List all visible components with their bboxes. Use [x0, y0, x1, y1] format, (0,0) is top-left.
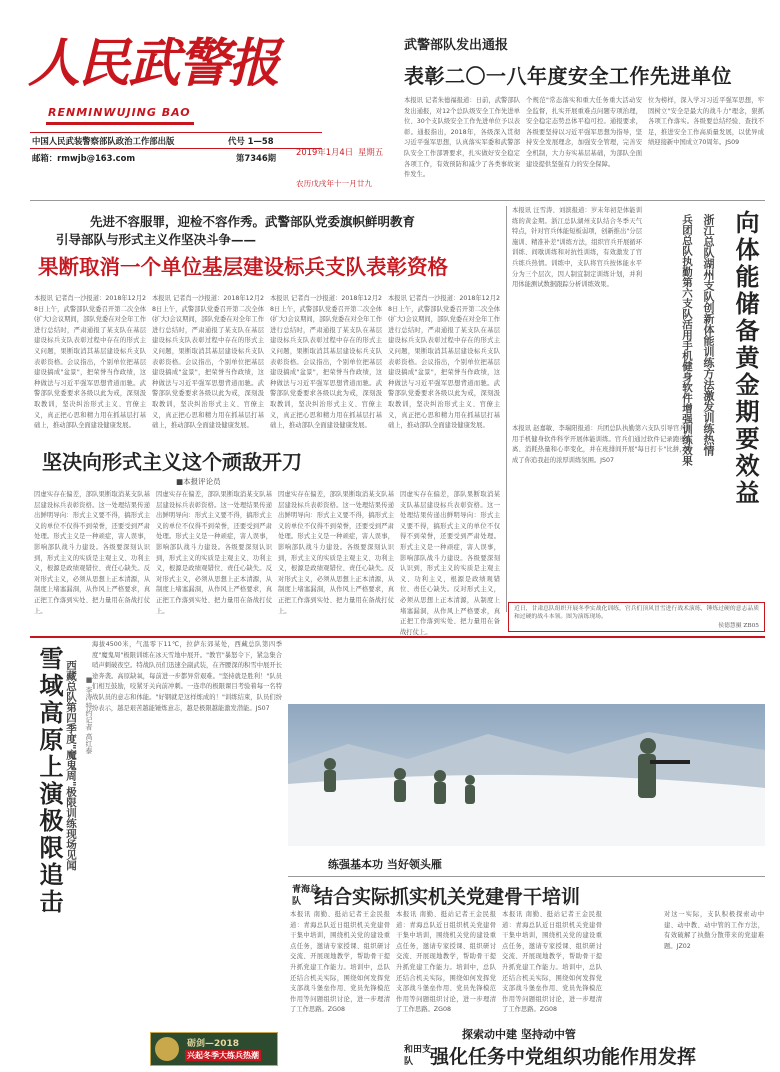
- lead-body-3: 本报讯 记者肖一沙报道：2018年12月28日上午，武警部队党委召开第二次全体(扩大)会议期间，部队党委在对全年工作进行总结时，严肃通报了某支队在基层建设标兵支队表彰过程中存在的形式主义问题，果断取消其基层建设标兵支队表彰资格。会议指出，个别单位把基层建设搞成"盆景"，把荣誉当作政绩，这种做法与习近平强军思想背道而驰。武警部队党委要求各级以此为戒，深刻汲取教训，坚决纠治形式主义、官僚主义，真正把心思和精力用在抓基层打基础上，推动部队全面建设健康发展。: [270, 295, 382, 430]
- qinghai-col-4: 对这一实际，支队积极探索动中建、动中教、动中管的工作方法，有效破解了执勤分散带来的党建难题。JZ02: [664, 911, 764, 950]
- commentary-col-1: 因虚实存在偏差，部队果断取消某支队基层建设标兵表彰资格。这一处理结果传递出鲜明导向：形式主义要不得，搞形式主义的单位不仅得不到荣誉，还要受到严肃处理。形式主义是一种顽症，害人误事，影响部队战斗力建设。各级要深刻认识到，形式主义的实质是主观主义、功利主义，根源是政绩观错位、责任心缺失。反对形式主义，必须从思想上正本清源，从制度上堵塞漏洞，从作风上严格要求，真正把工作落到实处、把力量用在备战打仗上。: [34, 491, 150, 615]
- masthead-info: [30, 132, 322, 192]
- lead-headline: 果断取消一个单位基层建设标兵支队表彰资格: [38, 255, 448, 279]
- qinghai-col-1: 本报讯 南勤、挺站记者王金民报道：青海总队近日组织机关党建骨干集中培训，围绕机关党的建设重点任务，邀请专家授课、组织研讨交流、开展现地教学，帮助骨干提升抓党建工作能力。培训中，总队还结合机关实际，围绕如何发挥党支部战斗堡垒作用、党员先锋模范作用等问题组织讨论，进一步理清了工作思路。ZG08: [290, 911, 390, 1014]
- right-subhead-2: 兵团总队执勤第六支队活用手机健身软件增强训练效果: [681, 214, 693, 466]
- qinghai-col-2: 本报讯 南勤、挺站记者王金民报道：青海总队近日组织机关党建骨干集中培训，围绕机关党的建设重点任务，邀请专家授课、组织研讨交流、开展现地教学，帮助骨干提升抓党建工作能力。培训中，总队还结合机关实际，围绕如何发挥党支部战斗堡垒作用、党员先锋模范作用等问题组织讨论，进一步理清了工作思路。ZG08: [396, 911, 496, 1014]
- badge-subtitle: 兴起冬季大练兵热潮: [187, 1051, 259, 1060]
- caption-credit: 侯德慧摄 ZB05: [718, 623, 759, 629]
- masthead-title: 人民武警报: [28, 33, 279, 94]
- top-col-2: 个规范"常态落实和重大任务重大活动安全监督，扎实开展重难点问题专项治理，安全稳定态势总体平稳可控。通报要求，各级要坚持以习近平强军思想为指导，坚持安全发展理念，加强安全管理，完善安全机制，大力夯实基层基础，为部队全面建设提供坚强有力的安全保障。: [526, 97, 642, 168]
- right-subhead: 浙江总队湖州支队创新体能训练方法激发训练热情: [702, 214, 715, 456]
- qinghai-headline: 结合实际抓实机关党建骨干培训: [314, 886, 581, 908]
- right-body: 本报讯 汪雪涛、刘滨报道：岁末年初是体能训练的黄金期。浙江总队湖州支队结合冬季天气特点，针对官兵体能短板弱项，创新推出"分层施训、精准补差"训练方法，组织官兵开展循环训练、间歇训练和对抗性训练，有效激发了官兵练兵热情。训练中，支队将官兵按体能水平分为三个层次，因人制宜制定训练计划，并利用体能测试数据跟踪分析训练效果。: [512, 207, 642, 289]
- badge-title: 砺剑—2018: [187, 1039, 240, 1049]
- hetian-kicker: 探索动中建 坚持动中管: [462, 1028, 576, 1041]
- plateau-headline: 雪域高原上演极限追击: [35, 646, 63, 916]
- code: 代号 1—58: [228, 136, 274, 146]
- right-body-2: 本报讯 赵嘉敏、李瑞阳报道：兵团总队执勤第六支队引导官兵利用手机健身软件科学开展体能训练。官兵们通过软件记录跑步距离、消耗热量和心率变化，并在班排间开展"每日打卡"比拼，形成了你追我赶的浓厚训练氛围。JS07: [512, 425, 692, 464]
- lead-body-2: 本报讯 记者肖一沙报道：2018年12月28日上午，武警部队党委召开第二次全体(扩大)会议期间，部队党委在对全年工作进行总结时，严肃通报了某支队在基层建设标兵支队表彰过程中存在的形式主义问题，果断取消其基层建设标兵支队表彰资格。会议指出，个别单位把基层建设搞成"盆景"，把荣誉当作政绩，这种做法与习近平强军思想背道而驰。武警部队党委要求各级以此为戒，深刻汲取教训，坚决纠治形式主义、官僚主义，真正把心思和精力用在抓基层打基础上，推动部队全面建设健康发展。: [152, 295, 264, 430]
- qinghai-col-3: 本报讯 南勤、挺站记者王金民报道：青海总队近日组织机关党建骨干集中培训，围绕机关党的建设重点任务，邀请专家授课、组织研讨交流、开展现地教学，帮助骨干提升抓党建工作能力。培训中，总队还结合机关实际，围绕如何发挥党支部战斗堡垒作用、党员先锋模范作用等问题组织讨论，进一步理清了工作思路。ZG08: [502, 911, 602, 1014]
- hetian-unit: 和田支队: [404, 1045, 432, 1067]
- right-headline: 向体能储备黄金期要效益: [731, 210, 759, 507]
- caption-text: 近日，甘肃总队组织开展冬季实战化训练，官兵们顶风冒雪进行战术演练，锤炼过硬的意志品质和过硬的战斗本领。图为演练现场。: [514, 606, 759, 620]
- hetian-headline: 强化任务中党组织功能作用发挥: [430, 1046, 697, 1068]
- date-box: [296, 146, 388, 194]
- commentary-headline: 坚决向形式主义这个顽敌开刀: [42, 450, 302, 474]
- weekday: 星期五: [358, 147, 384, 157]
- exercise-badge: [150, 1032, 278, 1066]
- publisher: 中国人民武装警察部队政治工作部出版: [32, 136, 175, 146]
- commentary-col-4: 因虚实存在偏差，部队果断取消某支队基层建设标兵表彰资格。这一处理结果传递出鲜明导向：形式主义要不得，搞形式主义的单位不仅得不到荣誉，还要受到严肃处理。形式主义是一种顽症，害人误事，影响部队战斗力建设。各级要深刻认识到，形式主义的实质是主观主义、功利主义，根源是政绩观错位、责任心缺失。反对形式主义，必须从思想上正本清源，从制度上堵塞漏洞，从作风上严格要求，真正把工作落到实处、把力量用在备战打仗上。: [400, 491, 500, 636]
- lead-deck-2: 引导部队与形式主义作坚决斗争——: [56, 232, 257, 247]
- date: 2019年1月4日: [296, 147, 354, 157]
- plateau-body: 海拔4500米，气温零下11℃，拉萨东郊某处，西藏总队第四季度"魔鬼周"极限训练在冰天雪地中展开。"教官"暴怒令下，紧急集合哨声刺破夜空。特战队员们迅速全副武装，在齐腰深的积雪中展开长途奔袭。高原缺氧，每前进一步都异常艰难。"坚持就是胜利！"队员们相互鼓励，咬紧牙关向前冲刺。一连串的极限课目考验着每一名特战队员的意志和体能。"好钢就是这样炼成的！"训练结束，队员们纷纷表示，越是艰苦越能锤炼意志，越是极限越能激发潜能。JS07: [92, 641, 282, 712]
- top-col-1: 本报讯 记者朱德福报道：日前，武警部队发出通报，对12个总队级安全工作先进单位、30个支队级安全工作先进单位予以表彰。通报指出，2018年，各级深入贯彻习近平强军思想，认真落实军委和武警部队安全工作部署要求，扎实做好安全稳定各项工作，有效预防和减少了各类事故案件发生。: [404, 97, 520, 179]
- masthead-pinyin: RENMINWUJING BAO: [48, 106, 191, 119]
- lead-body-1: 本报讯 记者肖一沙报道：2018年12月28日上午，武警部队党委召开第二次全体(扩大)会议期间，部队党委在对全年工作进行总结时，严肃通报了某支队在基层建设标兵支队表彰过程中存在的形式主义问题，果断取消其基层建设标兵支队表彰资格。会议指出，个别单位把基层建设搞成"盆景"，把荣誉当作政绩，这种做法与习近平强军思想背道而驰。武警部队党委要求各级以此为戒，深刻汲取教训，坚决纠治形式主义、官僚主义，真正把心思和精力用在抓基层打基础上，推动部队全面建设健康发展。: [34, 295, 146, 430]
- lead-body-4: 本报讯 记者肖一沙报道：2018年12月28日上午，武警部队党委召开第二次全体(扩大)会议期间，部队党委在对全年工作进行总结时，严肃通报了某支队在基层建设标兵支队表彰过程中存在的形式主义问题，果断取消其基层建设标兵支队表彰资格。会议指出，个别单位把基层建设搞成"盆景"，把荣誉当作政绩，这种做法与习近平强军思想背道而驰。武警部队党委要求各级以此为戒，深刻汲取教训，坚决纠治形式主义、官僚主义，真正把心思和精力用在抓基层打基础上，推动部队全面建设健康发展。: [388, 295, 500, 430]
- issue: 第7346期: [236, 153, 277, 163]
- caption-box: [508, 602, 765, 632]
- photo-caption: 练强基本功 当好领头雁: [328, 858, 442, 871]
- badge-emblem-icon: [155, 1037, 179, 1061]
- commentary-col-3: 因虚实存在偏差，部队果断取消某支队基层建设标兵表彰资格。这一处理结果传递出鲜明导向：形式主义要不得，搞形式主义的单位不仅得不到荣誉，还要受到严肃处理。形式主义是一种顽症，害人误事，影响部队战斗力建设。各级要深刻认识到，形式主义的实质是主观主义、功利主义，根源是政绩观错位、责任心缺失。反对形式主义，必须从思想上正本清源，从制度上堵塞漏洞，从作风上严格要求，真正把工作落到实处、把力量用在备战打仗上。: [278, 491, 394, 615]
- plateau-subhead: 西藏总队第四季度"魔鬼周"极限训练现场见闻: [65, 660, 77, 871]
- training-photo: [288, 704, 765, 846]
- top-kicker: 武警部队发出通报: [404, 38, 509, 53]
- plateau-byline: ■ 李涛 特约记者 高红泰: [85, 676, 93, 754]
- commentary-byline: ■本报评论员: [176, 477, 221, 486]
- masthead-underline: [46, 122, 194, 125]
- qinghai-unit: 青海总队: [292, 885, 320, 907]
- top-col-3: 位为榜样，深入学习习近平强军思想，牢固树立"安全是最大的战斗力"理念，狠抓各项工作落实。各级要总结经验、查找不足，推进安全工作高质量发展，以优异成绩迎接新中国成立70周年。JS09: [648, 97, 764, 147]
- snow-training-illustration: [288, 704, 765, 846]
- top-headline: 表彰二〇一八年度安全工作先进单位: [404, 64, 732, 88]
- lunar: 农历戊戌年十一月廿九: [296, 179, 372, 188]
- email: 邮箱：rmwjb@163.com: [32, 153, 136, 163]
- commentary-col-2: 因虚实存在偏差，部队果断取消某支队基层建设标兵表彰资格。这一处理结果传递出鲜明导向：形式主义要不得，搞形式主义的单位不仅得不到荣誉，还要受到严肃处理。形式主义是一种顽症，害人误事，影响部队战斗力建设。各级要深刻认识到，形式主义的实质是主观主义、功利主义，根源是政绩观错位、责任心缺失。反对形式主义，必须从思想上正本清源，从制度上堵塞漏洞，从作风上严格要求，真正把工作落到实处、把力量用在备战打仗上。: [156, 491, 272, 615]
- lead-deck-1: 先进不容服罪，迎检不容作秀。武警部队党委旗帜鲜明教育: [90, 214, 416, 229]
